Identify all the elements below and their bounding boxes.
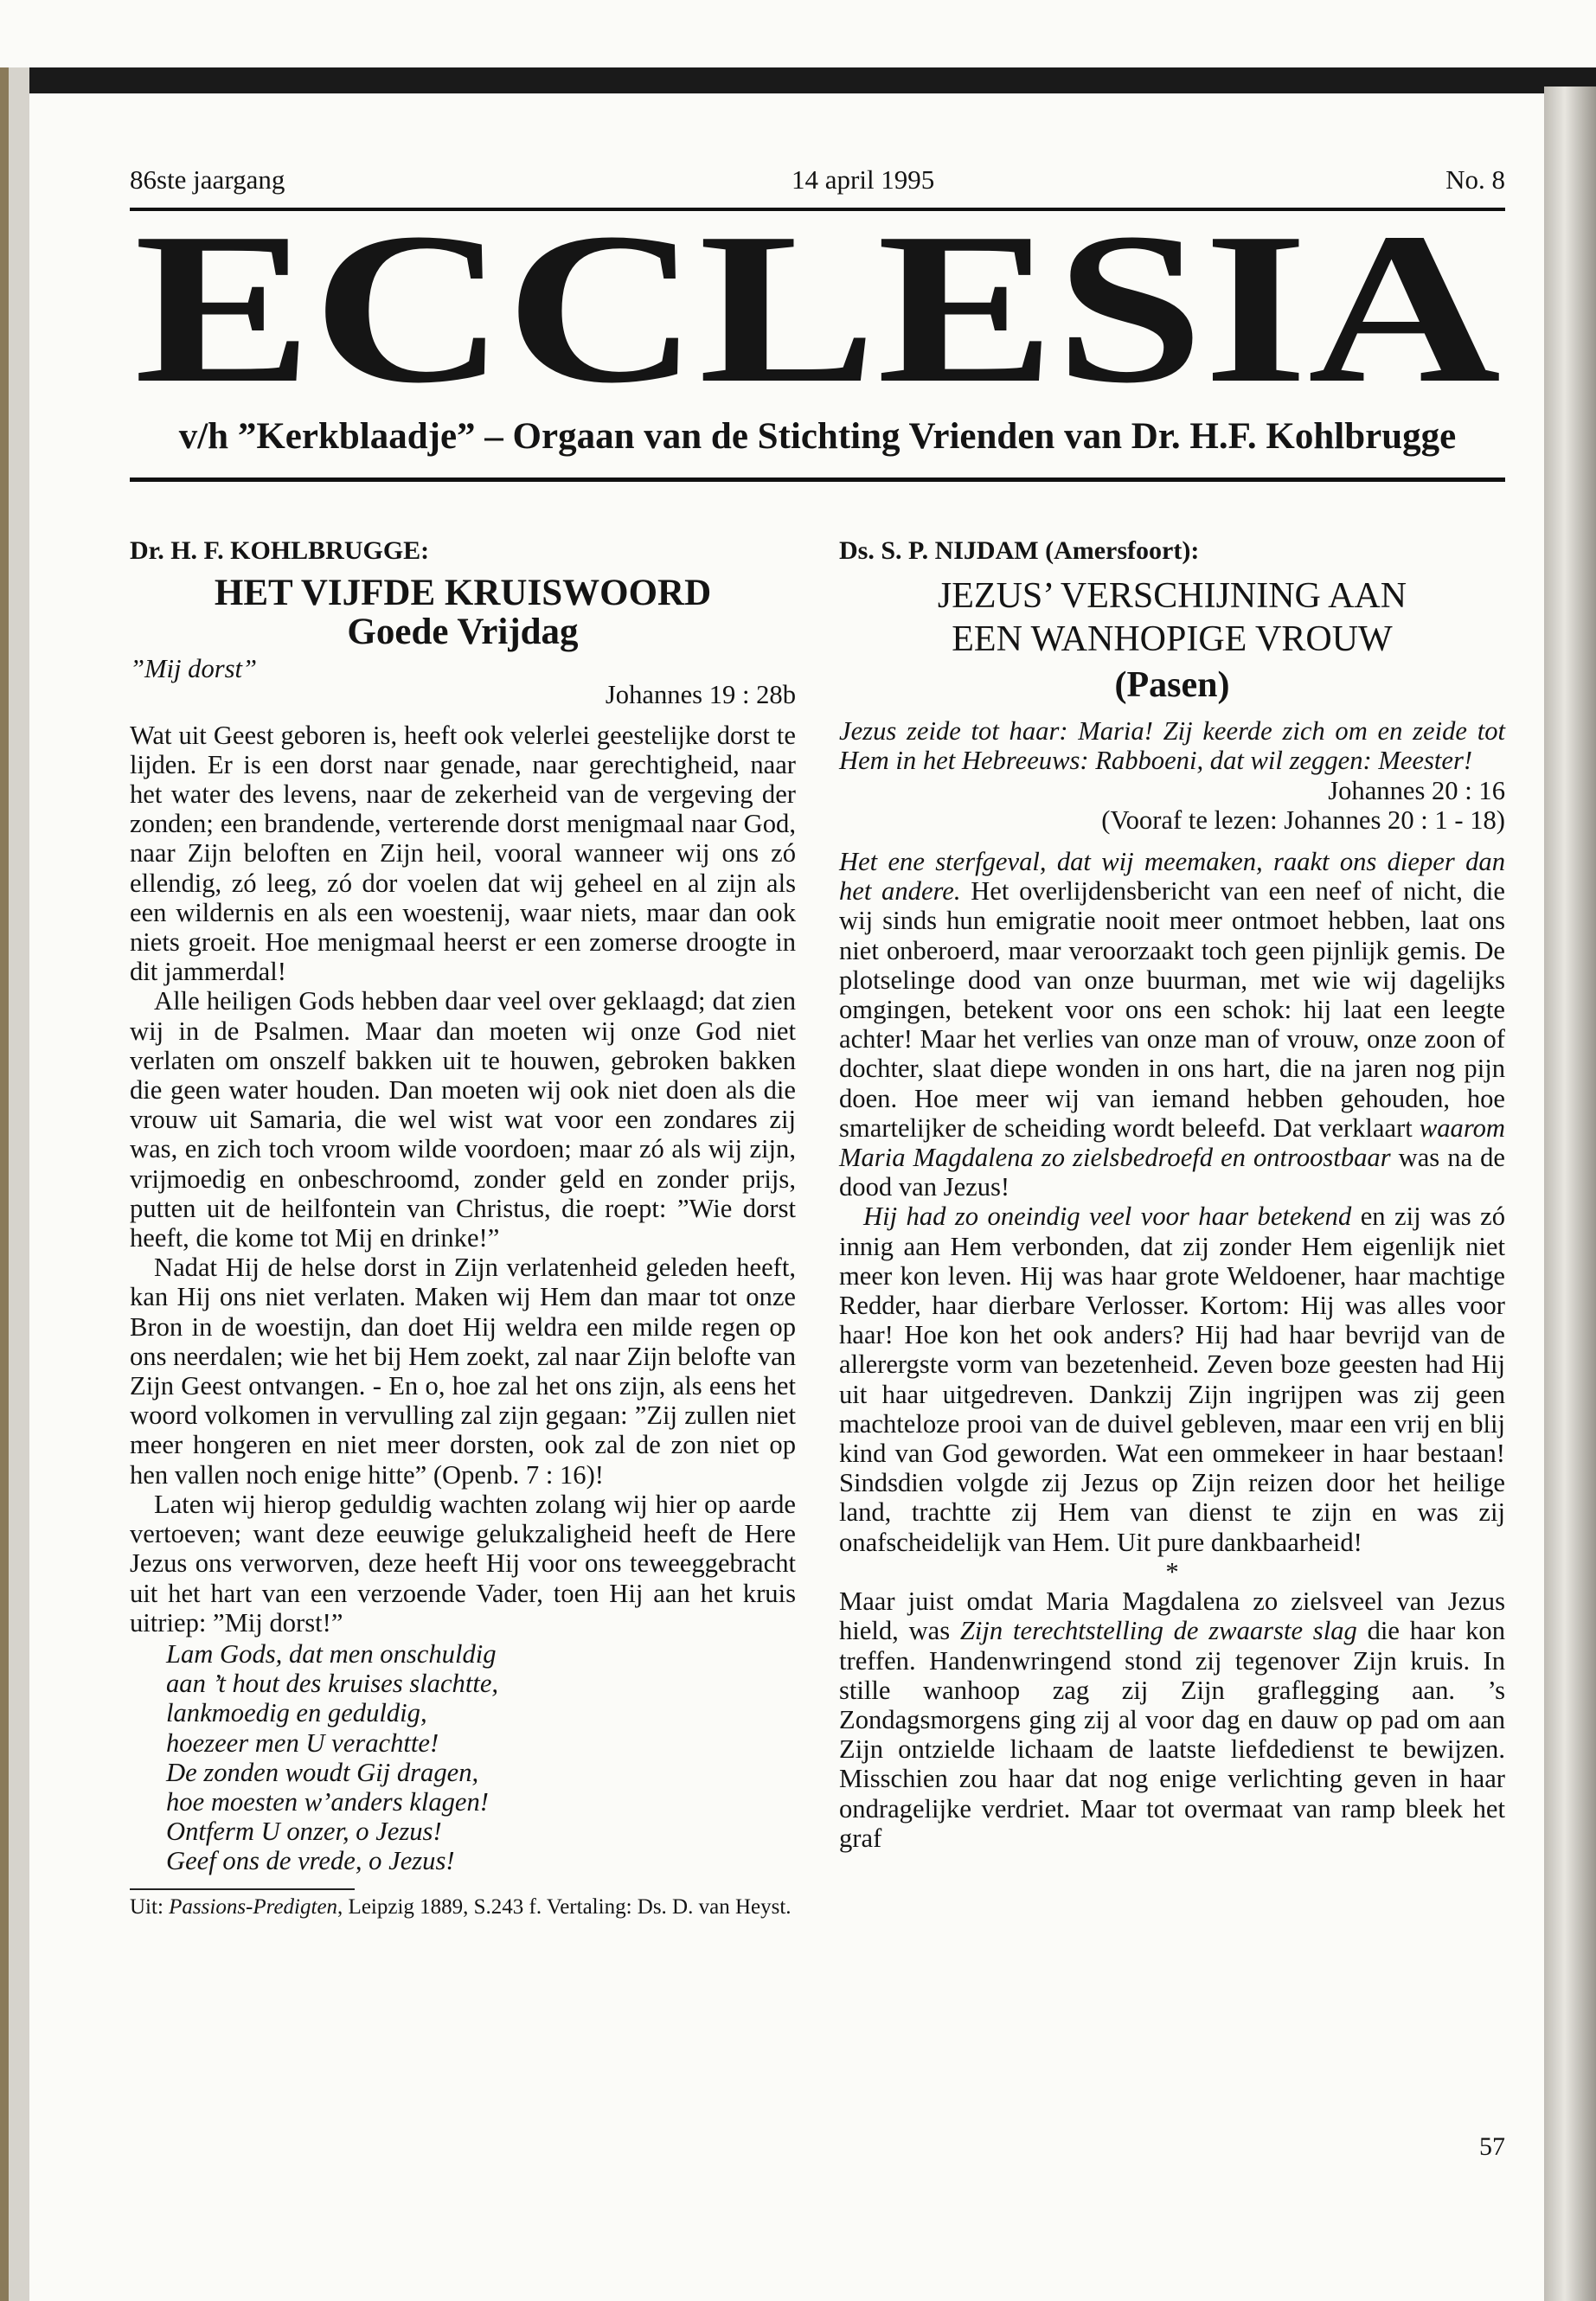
right-article-reference: Johannes 20 : 16 [1328, 775, 1505, 805]
masthead-subtitle: v/h ”Kerkblaadje” – Orgaan van de Stichting Vrienden van Dr. H.F. Kohlbrugge [178, 416, 1457, 457]
newspaper-page [130, 156, 1505, 2232]
hymn-line: hoe moesten w’anders klagen! [166, 1786, 489, 1817]
hymn-line: Geef ons de vrede, o Jezus! [166, 1846, 455, 1876]
right-paragraph-text: die haar kon treffen. Handenwringend stond zij tegenover Zijn kruis. In stille wanhoop zag zij Zijn graflegging aan. ’s Zondagsmorgens ging zij al voor dag en dauw op pad om aan Zijn ontzielde lichaam de laatste liefdedienst te bewijzen. Misschien zou haar dat nog enige verlichting geven in haar ondragelijke verdriet. Maar tot overmaat van ramp bleek het graf [839, 1616, 1505, 1853]
left-article-reference: Johannes 19 : 28b [605, 680, 796, 710]
issue-number: No. 8 [1445, 164, 1505, 195]
hymn-line: lankmoedig en geduldig, [166, 1698, 427, 1728]
masthead-wordmark: ECCLESIA [134, 218, 1501, 400]
right-paragraph-text: Maar juist omdat Maria Magdalena zo zielsveel van Jezus hield, was [839, 1586, 1505, 1646]
left-paragraph: Laten wij hierop geduldig wachten zolang wij hier op aarde vertoeven; want deze eeuwige gelukzaligheid heeft de Here Jezus ons verworven, deze heeft Hij voor ons teweeggebracht uit het hart van een verzoende Vader, toen Hij aan het kruis uitriep: ”Mij dorst!” [130, 1489, 796, 1638]
binding-top-band [0, 67, 1596, 93]
masthead-rule [130, 478, 1505, 482]
left-paragraph: Alle heiligen Gods hebben daar veel over geklaagd; dat zien wij in de Psalmen. Maar dan moeten wij onze God niet verlaten om onszelf bakken uit te houwen, gebroken bakken die geen water houden. Dan moeten wij ook niet doen als die vrouw uit Samaria, die wel wist wat voor een zondares zij was, en zich toch vroom wilde voordoen; maar zó als wij zijn, vrijmoedig en onbeschroomd, zonder geld en zonder prijs, putten uit de heilfontein van Christus, die roept: ”Wie dorst heeft, die kome tot Mij en drinke!” [130, 986, 796, 1253]
right-paragraph-text: Het overlijdensbericht van een neef of nicht, die wij sinds hun emigratie nooit meer ontmoet hebben, laat ons niet onberoerd, maar veroorzaakt toch geen pijnlijk gemis. De plotselinge dood van onze buurman, met wie wij dagelijks omgingen, betekent voor ons een schok: hij laat een leegte achter! Maar het verlies van onze man of vrouw, onze zoon of dochter, slaat diepe wonden in ons hart, die na jaren nog pijn doen. Hoe meer wij van iemand hebben gehouden, hoe smartelijker de scheiding wordt beleefd. Dat verklaart [839, 876, 1505, 1143]
issue-date: 14 april 1995 [792, 164, 935, 195]
header-rule [130, 208, 1505, 211]
right-paragraph-emphasis: Zijn terechtstelling de zwaarste slag [959, 1616, 1357, 1646]
source-rest: , Leipzig 1889, S.243 f. Vertaling: Ds. D. van Heyst. [337, 1894, 792, 1919]
left-article-title: HET VIJFDE KRUISWOORD [214, 573, 712, 614]
right-article-title-line: (Pasen) [1114, 665, 1230, 706]
right-paragraph [839, 847, 1505, 1202]
left-paragraph: Wat uit Geest geboren is, heeft ook velerlei geestelijke dorst te lijden. Er is een dorst naar genade, naar gerechtigheid, naar het water des levens, naar de zekerheid van de vergeving der zonden; een brandende, verterende dorst menigmaal naar God, naar Zijn beloften en Zijn heil, vooral wanneer wij ons zó ellendig, zó leeg, zó dor voelen dat wij geheel en al zijn als een wildernis en als een woestenij, waar niets, maar dan ook niets groeit. Hoe menigmaal heerst er een zomerse droogte in dit jammerdal! [130, 720, 796, 987]
right-paragraph [839, 1202, 1505, 1556]
left-article-author: Dr. H. F. KOHLBRUGGE: [130, 536, 430, 565]
page-number: 57 [1479, 2132, 1505, 2161]
hymn-line: De zonden woudt Gij dragen, [166, 1757, 479, 1787]
source-rule [130, 1888, 355, 1890]
right-article-motto: Jezus zeide tot haar: Maria! Zij keerde zich om en zeide tot Hem in het Hebreeuws: Rabboeni, dat wil zeggen: Meester! [839, 716, 1505, 776]
left-article [130, 528, 796, 1920]
right-paragraph-emphasis: Hij had zo oneindig veel voor haar betekend [863, 1202, 1352, 1232]
binding-left-edge [0, 67, 9, 2301]
right-paragraph [839, 1586, 1505, 1853]
right-article-title-line: EEN WANHOPIGE VROUW [952, 619, 1393, 660]
volume-label: 86ste jaargang [130, 164, 285, 195]
right-paragraph-emphasis: Het ene sterfgeval, dat wij meemaken, raakt ons dieper dan het andere. [839, 847, 1505, 907]
issue-header [130, 156, 1505, 199]
hymn-line: Lam Gods, dat men onschuldig [166, 1638, 497, 1669]
right-article-author: Ds. S. P. NIJDAM (Amersfoort): [839, 536, 1200, 565]
page-stack-right-edge [1544, 87, 1596, 2301]
source-title: Passions-Predigten [169, 1894, 338, 1919]
masthead-logo [130, 218, 1505, 400]
hymn-verse [130, 1639, 796, 1876]
hymn-line: Ontferm U onzer, o Jezus! [166, 1817, 442, 1847]
left-paragraph: Nadat Hij de helse dorst in Zijn verlatenheid geleden heeft, kan Hij ons niet verlaten. Maken wij Hem dan maar tot onze Bron in de woestijn, dan doet Hij weldra een milde regen op ons neerdalen; wie het bij Hem zoekt, zal naar Zijn belofte van Zijn Geest ontvangen. - En o, hoe zal het ons zijn, als eens het woord volkomen in vervulling zal zijn gegaan: ”Zij zullen niet meer hongeren en niet meer dorsten, ook zal de zon niet op hen vallen noch enige hitte” (Openb. 7 : 16)! [130, 1253, 796, 1490]
right-paragraph-text: was na de dood van Jezus! [839, 1143, 1505, 1202]
hymn-line: hoezeer men U verachtte! [166, 1727, 439, 1758]
right-paragraph-emphasis: waarom Maria Magdalena zo zielsbedroefd en ontroostbaar [839, 1112, 1505, 1173]
source-note [130, 1895, 796, 1920]
left-article-motto: ”Mij dorst” [130, 654, 258, 684]
right-article-reading: (Vooraf te lezen: Johannes 20 : 1 - 18) [1101, 804, 1505, 835]
source-prefix: Uit: [130, 1894, 170, 1919]
section-separator: * [1165, 1556, 1179, 1586]
right-article-title-line: JEZUS’ VERSCHIJNING AAN [937, 576, 1407, 617]
hymn-line: aan ’t hout des kruises slachtte, [166, 1669, 499, 1699]
left-article-subtitle: Goede Vrijdag [347, 612, 579, 653]
right-article [839, 528, 1505, 1853]
masthead-title [130, 218, 1505, 400]
right-paragraph-text: en zij was zó innig aan Hem verbonden, dat zij zonder Hem eigenlijk niet meer kon leven. Hij was haar grote Weldoener, haar machtige Redder, haar dierbare Verlosser. Kortom: Hij was alles voor haar! Hoe kon het ook anders? Hij had haar bevrijd van de allerergste vorm van bezetenheid. Zeven boze geesten had Hij uit haar uitgedreven. Dankzij Zijn ingrijpen was zij geen machteloze prooi van de duivel gebleven, maar een vrij en blij kind van God geworden. Wat een ommekeer in haar bestaan! Sindsdien volgde zij Jezus op Zijn reizen door het heilige land, trachtte zij Hem van dienst te zijn en was zij onafscheidelijk van Hem. Uit pure dankbaarheid! [839, 1202, 1505, 1557]
